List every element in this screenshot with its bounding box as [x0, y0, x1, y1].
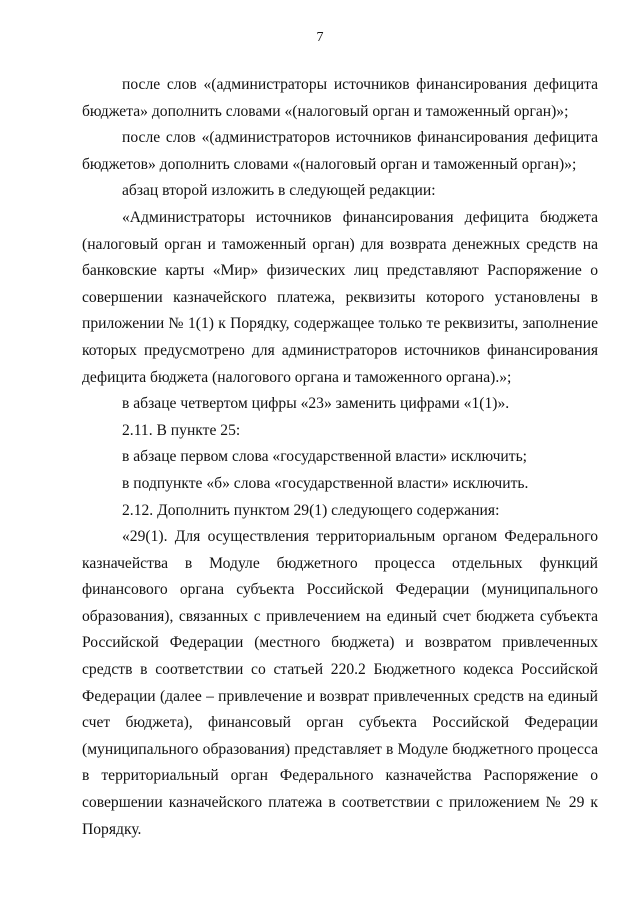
- paragraph: «29(1). Для осуществления территориальным органом Федерального казначейства в Модуле бюджетного процесса отдельных функций финансового органа субъекта Российской Федерации (муниципального образования), связанных с привлечением на единый счет бюджета субъекта Российской Федерации (местного бюджета) и возвратом привлеченных средств в соответствии со статьей 220.2 Бюджетного кодекса Российской Федерации (далее – привлечение и возврат привлеченных средств на единый счет бюджета), финансовый орган субъекта Российской Федерации (муниципального образования) представляет в Модуле бюджетного процесса в территориальный орган Федерального казначейства Распоряжение о совершении казначейского платежа в соответствии с приложением № 29 к Порядку.: [82, 528, 598, 838]
- paragraph: абзац второй изложить в следующей редакции:: [122, 182, 436, 200]
- paragraph: 2.11. В пункте 25:: [122, 421, 241, 439]
- paragraph: 2.12. Дополнить пунктом 29(1) следующего содержания:: [122, 501, 500, 519]
- document-body: [82, 72, 598, 843]
- paragraph: «Администраторы источников финансирования дефицита бюджета (налоговый орган и таможенный орган) для возврата денежных средств на банковские карты «Мир» физических лиц представляют Распоряжение о совершении казначейского платежа, реквизиты которого установлены в приложении № 1(1) к Порядку, содержащее только те реквизиты, заполнение которых предусмотрено для администраторов источников финансирования дефицита бюджета (налогового органа и таможенного органа).»;: [82, 208, 598, 386]
- paragraph: после слов «(администраторов источников финансирования дефицита бюджетов» дополнить словами «(налоговый орган и таможенный орган)»;: [82, 129, 598, 173]
- page-number: 7: [316, 30, 324, 45]
- paragraph: в абзаце четвертом цифры «23» заменить цифрами «1(1)».: [122, 395, 510, 413]
- paragraph: в абзаце первом слова «государственной власти» исключить;: [122, 448, 528, 466]
- paragraph: в подпункте «б» слова «государственной власти» исключить.: [122, 474, 529, 492]
- paragraph: после слов «(администраторы источников финансирования дефицита бюджета» дополнить словами «(налоговый орган и таможенный орган)»;: [82, 76, 598, 120]
